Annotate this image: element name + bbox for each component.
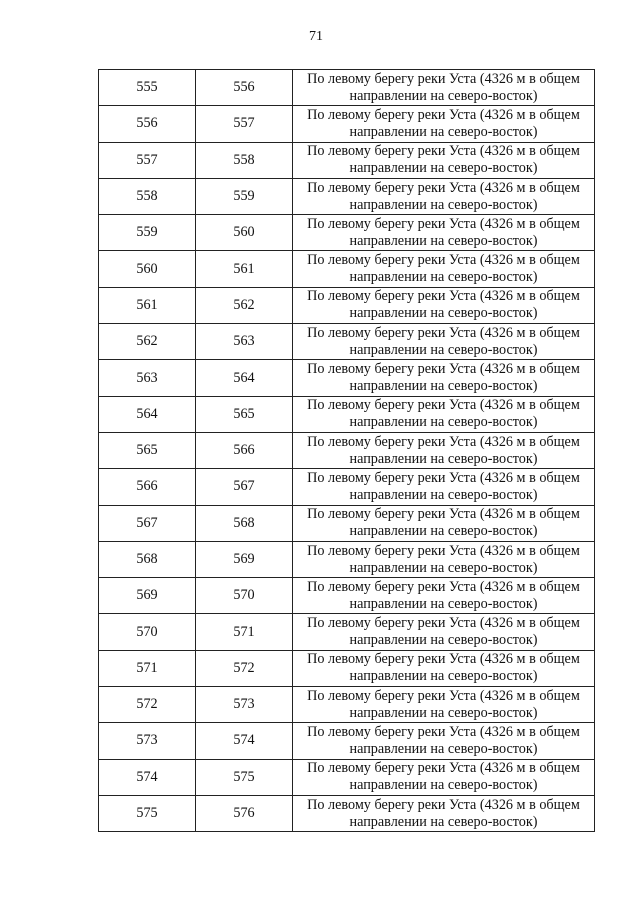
point-to-cell: 559 (196, 178, 293, 214)
point-from-cell: 555 (99, 70, 196, 106)
point-from-cell: 562 (99, 324, 196, 360)
point-from-cell: 563 (99, 360, 196, 396)
point-to-cell: 563 (196, 324, 293, 360)
boundary-description-cell: По левому берегу реки Уста (4326 м в общем направлении на северо-восток) (293, 215, 595, 251)
table-row (99, 142, 595, 178)
table-row (99, 70, 595, 106)
table-row (99, 759, 595, 795)
point-from-cell: 560 (99, 251, 196, 287)
table-row (99, 324, 595, 360)
point-to-cell: 565 (196, 396, 293, 432)
point-from-cell: 559 (99, 215, 196, 251)
boundary-description-cell: По левому берегу реки Уста (4326 м в общем направлении на северо-восток) (293, 432, 595, 468)
boundary-description-cell: По левому берегу реки Уста (4326 м в общем направлении на северо-восток) (293, 469, 595, 505)
point-from-cell: 557 (99, 142, 196, 178)
boundary-description-cell: По левому берегу реки Уста (4326 м в общем направлении на северо-восток) (293, 106, 595, 142)
boundary-description-cell: По левому берегу реки Уста (4326 м в общем направлении на северо-восток) (293, 178, 595, 214)
table-row (99, 432, 595, 468)
table-row (99, 578, 595, 614)
boundary-description-cell: По левому берегу реки Уста (4326 м в общем направлении на северо-восток) (293, 505, 595, 541)
boundary-table (98, 69, 595, 832)
boundary-description-cell: По левому берегу реки Уста (4326 м в общем направлении на северо-восток) (293, 70, 595, 106)
point-to-cell: 561 (196, 251, 293, 287)
point-from-cell: 575 (99, 795, 196, 831)
point-from-cell: 561 (99, 287, 196, 323)
page-number: 71 (309, 29, 323, 44)
boundary-description-cell: По левому берегу реки Уста (4326 м в общем направлении на северо-восток) (293, 360, 595, 396)
boundary-description-cell: По левому берегу реки Уста (4326 м в общем направлении на северо-восток) (293, 541, 595, 577)
point-from-cell: 572 (99, 687, 196, 723)
boundary-description-cell: По левому берегу реки Уста (4326 м в общем направлении на северо-восток) (293, 723, 595, 759)
point-to-cell: 572 (196, 650, 293, 686)
table-row (99, 360, 595, 396)
point-from-cell: 568 (99, 541, 196, 577)
point-to-cell: 576 (196, 795, 293, 831)
table-row (99, 215, 595, 251)
table-row (99, 396, 595, 432)
point-from-cell: 558 (99, 178, 196, 214)
table-body (99, 70, 595, 832)
table-row (99, 505, 595, 541)
boundary-description-cell: По левому берегу реки Уста (4326 м в общем направлении на северо-восток) (293, 396, 595, 432)
point-from-cell: 574 (99, 759, 196, 795)
boundary-description-cell: По левому берегу реки Уста (4326 м в общем направлении на северо-восток) (293, 795, 595, 831)
point-to-cell: 574 (196, 723, 293, 759)
point-from-cell: 570 (99, 614, 196, 650)
boundary-description-cell: По левому берегу реки Уста (4326 м в общем направлении на северо-восток) (293, 287, 595, 323)
point-from-cell: 567 (99, 505, 196, 541)
point-to-cell: 569 (196, 541, 293, 577)
point-from-cell: 573 (99, 723, 196, 759)
point-to-cell: 573 (196, 687, 293, 723)
point-from-cell: 556 (99, 106, 196, 142)
boundary-description-cell: По левому берегу реки Уста (4326 м в общем направлении на северо-восток) (293, 687, 595, 723)
boundary-description-cell: По левому берегу реки Уста (4326 м в общем направлении на северо-восток) (293, 251, 595, 287)
point-to-cell: 562 (196, 287, 293, 323)
table-row (99, 687, 595, 723)
boundary-description-cell: По левому берегу реки Уста (4326 м в общем направлении на северо-восток) (293, 142, 595, 178)
point-to-cell: 557 (196, 106, 293, 142)
point-to-cell: 556 (196, 70, 293, 106)
boundary-description-cell: По левому берегу реки Уста (4326 м в общем направлении на северо-восток) (293, 614, 595, 650)
point-from-cell: 564 (99, 396, 196, 432)
point-to-cell: 558 (196, 142, 293, 178)
point-to-cell: 575 (196, 759, 293, 795)
table-row (99, 251, 595, 287)
point-to-cell: 560 (196, 215, 293, 251)
point-to-cell: 566 (196, 432, 293, 468)
table-row (99, 723, 595, 759)
boundary-description-cell: По левому берегу реки Уста (4326 м в общем направлении на северо-восток) (293, 324, 595, 360)
point-to-cell: 568 (196, 505, 293, 541)
boundary-description-cell: По левому берегу реки Уста (4326 м в общем направлении на северо-восток) (293, 759, 595, 795)
point-from-cell: 565 (99, 432, 196, 468)
table-row (99, 178, 595, 214)
point-to-cell: 570 (196, 578, 293, 614)
table-row (99, 541, 595, 577)
table-row (99, 469, 595, 505)
table-row (99, 106, 595, 142)
point-from-cell: 571 (99, 650, 196, 686)
table-row (99, 614, 595, 650)
point-to-cell: 564 (196, 360, 293, 396)
boundary-description-cell: По левому берегу реки Уста (4326 м в общем направлении на северо-восток) (293, 578, 595, 614)
table-row (99, 795, 595, 831)
table-row (99, 287, 595, 323)
boundary-description-cell: По левому берегу реки Уста (4326 м в общем направлении на северо-восток) (293, 650, 595, 686)
point-to-cell: 571 (196, 614, 293, 650)
point-from-cell: 569 (99, 578, 196, 614)
table-row (99, 650, 595, 686)
point-to-cell: 567 (196, 469, 293, 505)
point-from-cell: 566 (99, 469, 196, 505)
